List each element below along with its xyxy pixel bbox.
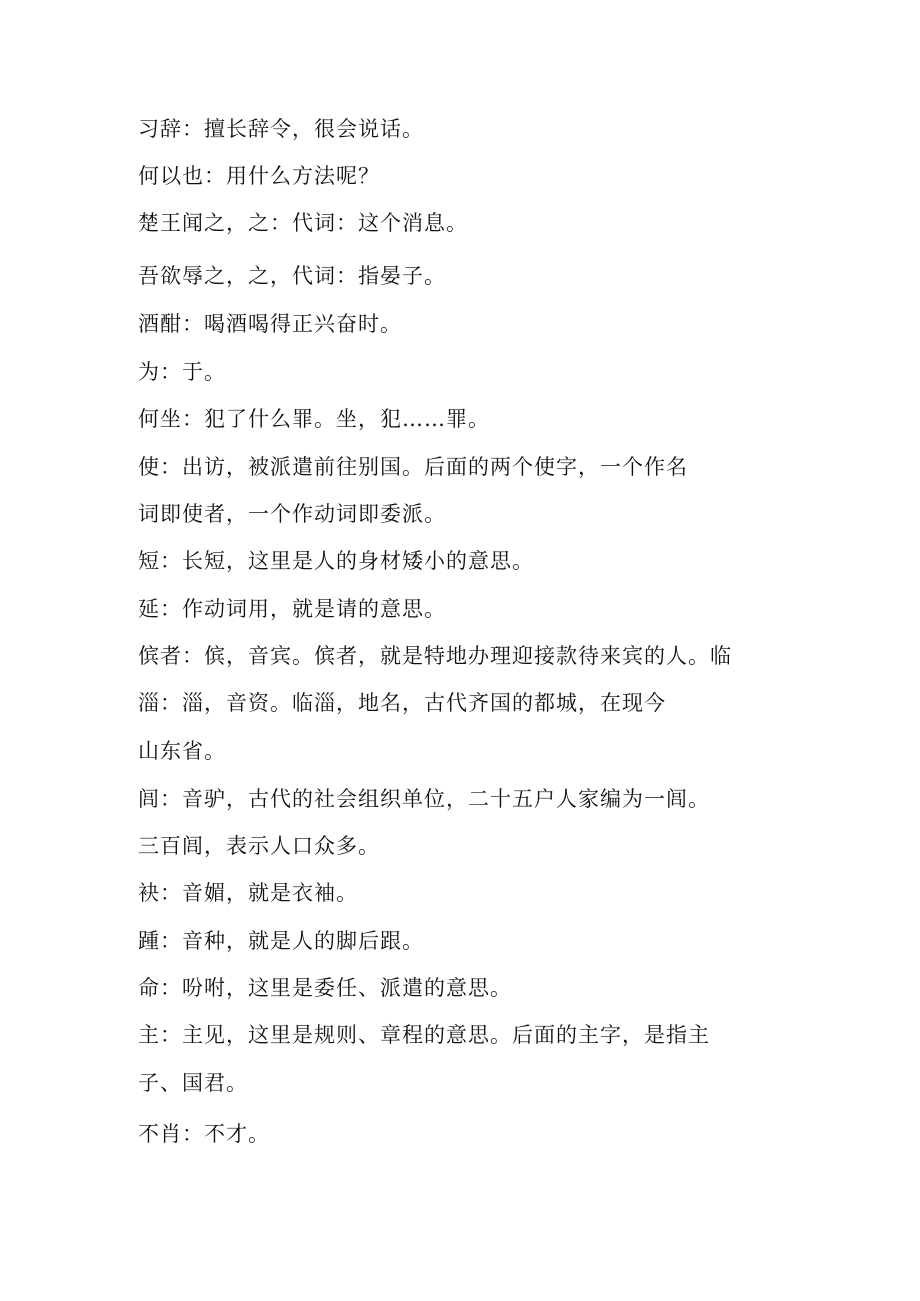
text-line: 使：出访，被派遣前往别国。后面的两个使字，一个作名 — [138, 455, 688, 479]
text-line: 子、国君。 — [138, 1071, 248, 1095]
text-line: 何以也：用什么方法呢？ — [138, 164, 380, 188]
text-line: 不肖：不才。 — [138, 1122, 270, 1146]
text-line: 吾欲辱之，之，代词：指晏子。 — [138, 264, 446, 288]
text-line: 三百闾，表示人口众多。 — [138, 834, 380, 858]
text-line: 延：作动词用，就是请的意思。 — [138, 597, 446, 621]
text-line: 酒酣：喝酒喝得正兴奋时。 — [138, 312, 402, 336]
text-line: 何坐：犯了什么罪。坐，犯……罪。 — [138, 407, 490, 431]
text-line: 楚王闻之，之：代词：这个消息。 — [138, 211, 468, 235]
text-line: 袂：音媚，就是衣袖。 — [138, 881, 358, 905]
text-line: 词即使者，一个作动词即委派。 — [138, 502, 446, 526]
text-line: 山东省。 — [138, 739, 226, 763]
text-line: 踵：音种，就是人的脚后跟。 — [138, 929, 424, 953]
text-line: 傧者：傧，音宾。傧者，就是特地办理迎接款待来宾的人。临 — [138, 644, 732, 668]
text-line: 命：吩咐，这里是委任、派遣的意思。 — [138, 976, 512, 1000]
text-line: 为：于。 — [138, 360, 226, 384]
text-line: 短：长短，这里是人的身材矮小的意思。 — [138, 549, 534, 573]
text-line: 闾：音驴，古代的社会组织单位，二十五户人家编为一闾。 — [138, 787, 710, 811]
text-line: 淄：淄，音资。临淄，地名，古代齐国的都城，在现今 — [138, 691, 666, 715]
text-line: 主：主见，这里是规则、章程的意思。后面的主字，是指主 — [138, 1023, 710, 1047]
text-line: 习辞：擅长辞令，很会说话。 — [138, 117, 424, 141]
